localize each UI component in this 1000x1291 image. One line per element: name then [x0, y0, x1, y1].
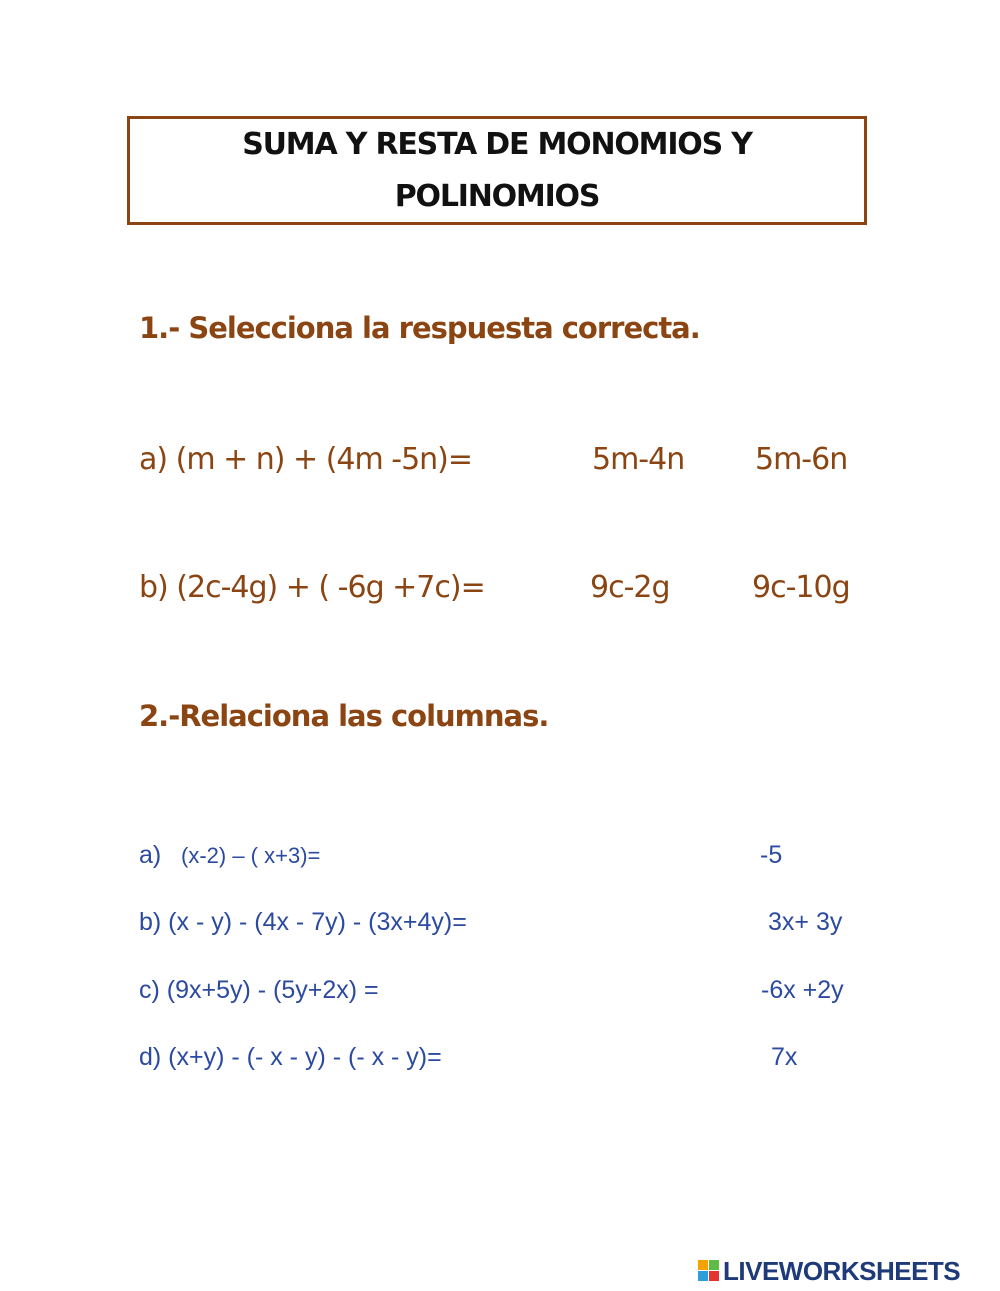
match-right-3[interactable]: -6x +2y — [761, 976, 844, 1004]
question-a-option-1[interactable]: 5m-4n — [592, 442, 685, 477]
title-line-1: SUMA Y RESTA DE MONOMIOS Y — [242, 127, 752, 162]
match-left-a-label: a) — [139, 841, 162, 869]
match-right-1[interactable]: -5 — [760, 841, 783, 869]
match-left-d[interactable]: d) (x+y) - (- x - y) - (- x - y)= — [139, 1043, 442, 1071]
match-left-b[interactable]: b) (x - y) - (4x - 7y) - (3x+4y)= — [139, 908, 467, 936]
liveworksheets-logo-icon — [698, 1260, 720, 1282]
match-left-c[interactable]: c) (9x+5y) - (5y+2x) = — [139, 976, 379, 1004]
question-b-expression: b) (2c-4g) + ( -6g +7c)= — [139, 570, 485, 605]
title-line-2: POLINOMIOS — [394, 179, 600, 214]
section-2-heading: 2.-Relaciona las columnas. — [139, 699, 549, 733]
section-1-heading: 1.- Selecciona la respuesta correcta. — [139, 311, 700, 345]
liveworksheets-logo — [698, 1257, 960, 1285]
liveworksheets-logo-text: LIVEWORKSHEETS — [723, 1255, 961, 1286]
question-a-option-2[interactable]: 5m-6n — [755, 442, 848, 477]
question-b-option-1[interactable]: 9c-2g — [590, 570, 670, 605]
match-left-a-expression[interactable]: (x-2) – ( x+3)= — [181, 843, 321, 868]
question-b-option-2[interactable]: 9c-10g — [752, 570, 850, 605]
question-a-expression: a) (m + n) + (4m -5n)= — [139, 442, 473, 477]
match-right-4[interactable]: 7x — [771, 1043, 798, 1071]
title-box — [127, 116, 867, 225]
match-right-2[interactable]: 3x+ 3y — [768, 908, 843, 936]
